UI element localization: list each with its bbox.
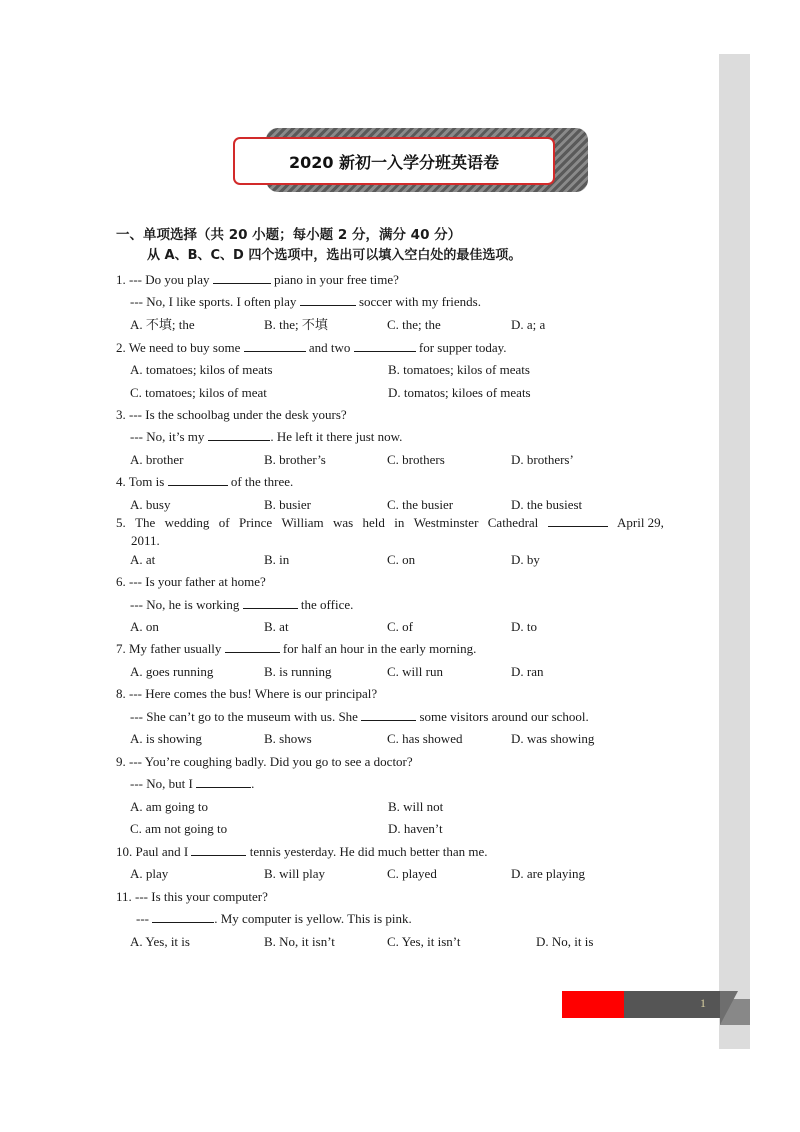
option-b: B. busier xyxy=(264,497,311,512)
answer-blank xyxy=(168,474,228,486)
option-c: C. am not going to xyxy=(130,821,228,836)
question-9: 9. --- You’re coughing badly. Did you go to see a doctor? xyxy=(116,754,413,769)
option-b: B. brother’s xyxy=(264,452,326,467)
question-3: 3. --- Is the schoolbag under the desk yours? xyxy=(116,407,347,422)
question-6-reply: --- No, he is working the office. xyxy=(130,597,354,612)
option-a: A. is showing xyxy=(130,731,202,746)
option-a: A. play xyxy=(130,866,169,881)
answer-blank xyxy=(213,272,271,284)
option-d: D. haven’t xyxy=(388,821,443,836)
option-a: A. goes running xyxy=(130,664,214,679)
option-c: C. tomatoes; kilos of meat xyxy=(130,385,267,400)
option-d: D. to xyxy=(511,619,537,634)
option-a: A. brother xyxy=(130,452,184,467)
option-c: C. on xyxy=(387,552,416,567)
question-7: 7. My father usually for half an hour in the early morning. xyxy=(116,641,477,656)
option-b: B. at xyxy=(264,619,289,634)
question-4: 4. Tom is of the three. xyxy=(116,474,294,489)
footer-corner-triangle xyxy=(720,991,738,1025)
option-a: A. tomatoes; kilos of meats xyxy=(130,362,273,377)
answer-blank xyxy=(244,340,306,352)
option-c: C. played xyxy=(387,866,437,881)
answer-blank xyxy=(225,641,280,653)
option-a: A. Yes, it is xyxy=(130,934,190,949)
option-c: C. the; the xyxy=(387,317,441,332)
question-5-continuation: 2011. xyxy=(131,533,160,548)
option-b: B. the; 不填 xyxy=(264,317,328,332)
option-b: B. shows xyxy=(264,731,312,746)
option-a: A. am going to xyxy=(130,799,208,814)
section-heading: 一、单项选择（共 20 小题；每小题 2 分，满分 40 分） xyxy=(116,227,462,243)
answer-blank xyxy=(243,597,298,609)
footer-red-bar xyxy=(562,991,624,1018)
option-d: D. ran xyxy=(511,664,544,679)
option-c: C. the busier xyxy=(387,497,454,512)
option-b: B. is running xyxy=(264,664,332,679)
option-d: D. the busiest xyxy=(511,497,583,512)
option-b: B. will play xyxy=(264,866,326,881)
page-side-band xyxy=(719,54,750,1049)
answer-blank xyxy=(152,911,214,923)
title-banner xyxy=(233,137,555,185)
answer-blank xyxy=(361,709,416,721)
option-d: D. by xyxy=(511,552,540,567)
option-a: A. on xyxy=(130,619,159,634)
option-c: C. Yes, it isn’t xyxy=(387,934,461,949)
question-10: 10. Paul and I tennis yesterday. He did much better than me. xyxy=(116,844,488,859)
question-8: 8. --- Here comes the bus! Where is our principal? xyxy=(116,686,378,701)
question-1-reply: --- No, I like sports. I often play soccer with my friends. xyxy=(130,294,481,309)
option-b: B. will not xyxy=(388,799,444,814)
answer-blank xyxy=(208,429,270,441)
page-title: 2020 新初一入学分班英语卷 xyxy=(288,152,500,172)
answer-blank xyxy=(548,515,608,527)
question-11: 11. --- Is this your computer? xyxy=(116,889,268,904)
question-2: 2. We need to buy some and two for supper today. xyxy=(116,340,507,355)
question-11-reply: --- . My computer is yellow. This is pink. xyxy=(136,911,412,926)
option-d: D. are playing xyxy=(511,866,586,881)
option-b: B. in xyxy=(264,552,290,567)
option-d: D. brothers’ xyxy=(511,452,574,467)
question-1: 1. --- Do you play piano in your free time? xyxy=(116,272,399,287)
option-c: C. will run xyxy=(387,664,443,679)
option-d: D. tomatos; kiloes of meats xyxy=(388,385,531,400)
option-c: C. of xyxy=(387,619,413,634)
instruction: 从 A、B、C、D 四个选项中，选出可以填入空白处的最佳选项。 xyxy=(147,248,522,263)
option-c: C. has showed xyxy=(387,731,463,746)
question-8-reply: --- She can’t go to the museum with us. She some visitors around our school. xyxy=(130,709,589,724)
option-d: D. No, it is xyxy=(536,934,594,949)
option-d: D. was showing xyxy=(511,731,595,746)
option-b: B. tomatoes; kilos of meats xyxy=(388,362,530,377)
option-b: B. No, it isn’t xyxy=(264,934,335,949)
question-6: 6. --- Is your father at home? xyxy=(116,574,266,589)
option-a: A. busy xyxy=(130,497,171,512)
question-3-reply: --- No, it’s my . He left it there just now. xyxy=(130,429,403,444)
answer-blank xyxy=(300,294,356,306)
option-a: A. 不填; the xyxy=(130,317,195,332)
answer-blank xyxy=(191,844,246,856)
option-d: D. a; a xyxy=(511,317,546,332)
option-a: A. at xyxy=(130,552,156,567)
answer-blank xyxy=(196,776,251,788)
question-5: 5. The wedding of Prince William was held in Westminster Cathedral April 29, xyxy=(116,515,664,530)
answer-blank xyxy=(354,340,416,352)
option-c: C. brothers xyxy=(387,452,445,467)
question-9-reply: --- No, but I . xyxy=(130,776,255,791)
page-number: 1 xyxy=(700,996,706,1010)
